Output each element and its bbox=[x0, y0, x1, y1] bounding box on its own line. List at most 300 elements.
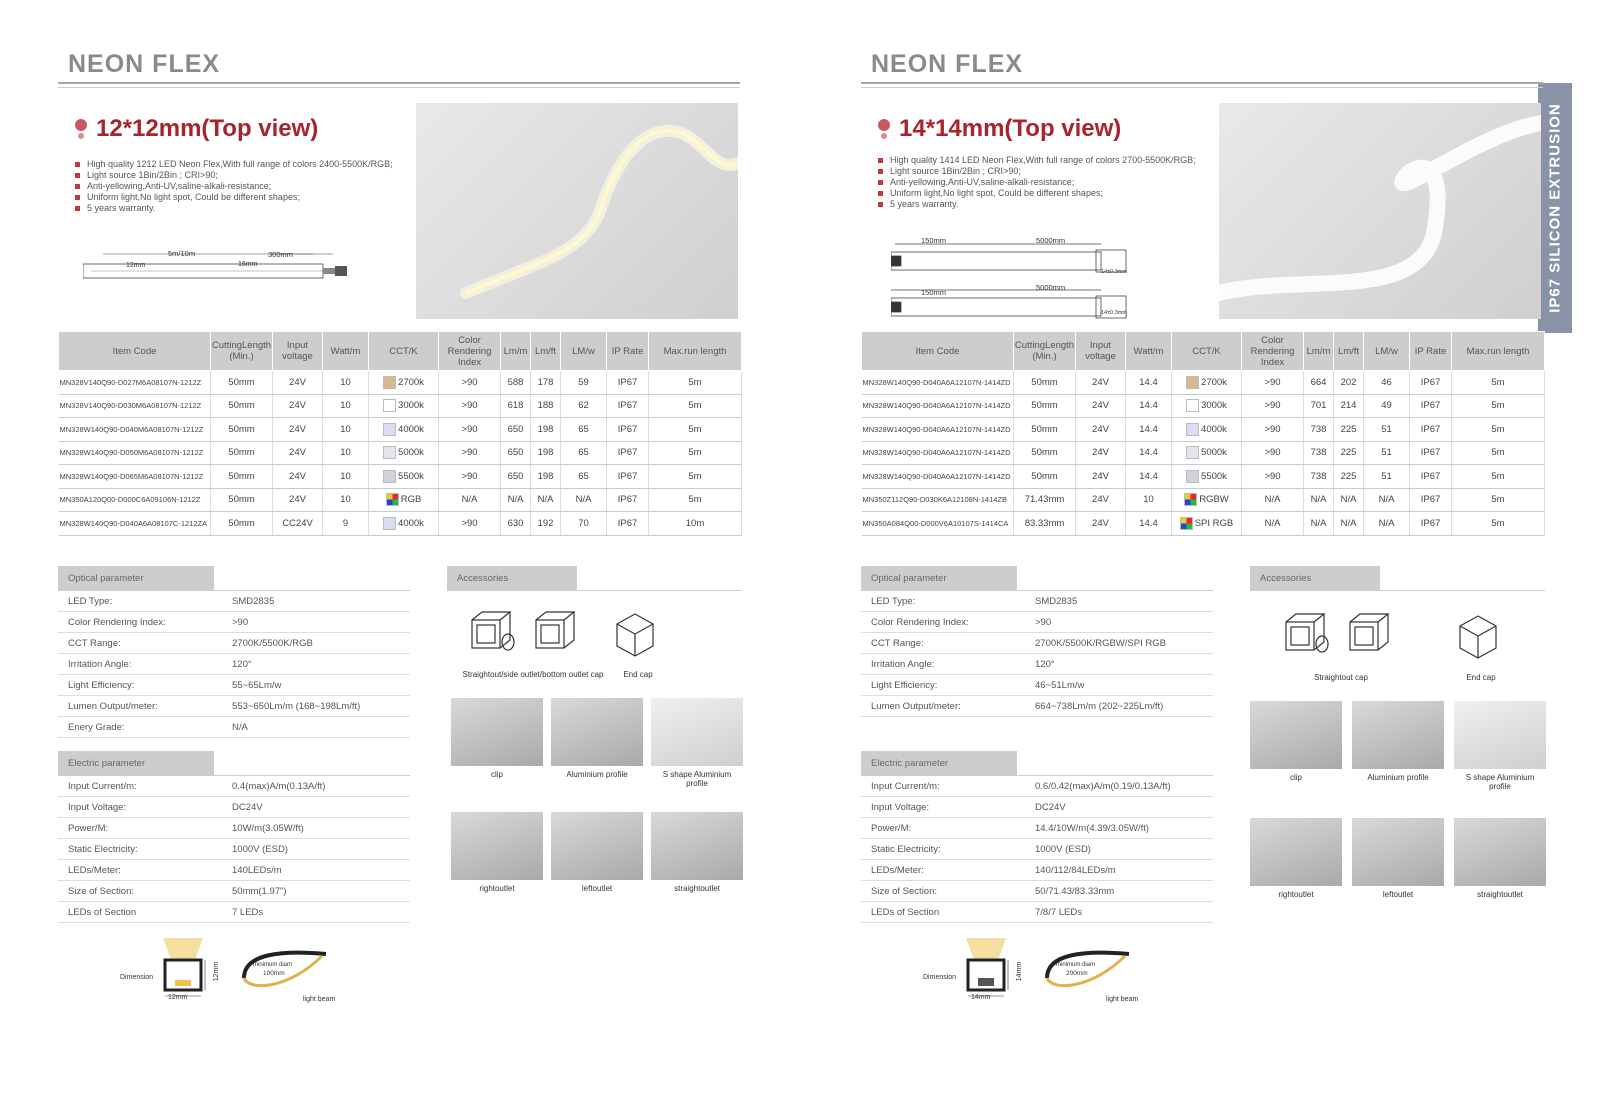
cct-cell bbox=[1172, 441, 1242, 465]
table-row bbox=[59, 488, 742, 512]
table-cell: N/A bbox=[1304, 512, 1334, 536]
table-cell: 10 bbox=[323, 488, 369, 512]
table-cell: 24V bbox=[273, 371, 323, 395]
param-label: LEDs/Meter: bbox=[871, 865, 924, 876]
acc-caption: straightoutlet bbox=[674, 884, 720, 893]
param-label: Static Electricity: bbox=[871, 844, 941, 855]
color-swatch bbox=[383, 399, 396, 412]
table-cell: IP67 bbox=[607, 488, 649, 512]
param-row bbox=[861, 591, 1213, 612]
table-cell: >90 bbox=[439, 465, 501, 489]
table-cell: 10 bbox=[323, 371, 369, 395]
param-row bbox=[58, 881, 410, 902]
item-code-cell: MN328W140Q90-D040A6A12107N-1414ZD bbox=[862, 371, 1014, 395]
accessories-panel bbox=[1250, 566, 1545, 591]
bend-diagram bbox=[1043, 948, 1133, 998]
table-cell: >90 bbox=[1242, 465, 1304, 489]
table-header-cell: Watt/m bbox=[323, 332, 369, 371]
title-bullet bbox=[878, 119, 890, 131]
cct-value: 3000k bbox=[1201, 400, 1227, 412]
straightoutlet-photo bbox=[1454, 818, 1546, 886]
table-row bbox=[862, 418, 1545, 442]
table-cell: 5m bbox=[649, 465, 742, 489]
param-label: LED Type: bbox=[871, 596, 916, 607]
feature-item: 5 years warranty. bbox=[878, 199, 1198, 210]
table-cell: 50mm bbox=[1014, 418, 1076, 442]
table-cell: N/A bbox=[1242, 488, 1304, 512]
leftoutlet-photo bbox=[551, 812, 643, 880]
table-cell: 14.4 bbox=[1126, 512, 1172, 536]
param-row bbox=[861, 860, 1213, 881]
table-cell: IP67 bbox=[1410, 371, 1452, 395]
param-value: SMD2835 bbox=[1035, 596, 1078, 607]
param-value: 7/8/7 LEDs bbox=[1035, 907, 1082, 918]
cct-value: 4000k bbox=[398, 517, 424, 529]
drawing-section: 16mm bbox=[238, 261, 258, 268]
min-diameter-value: 100mm bbox=[263, 970, 285, 977]
drawing-lead: 150mm bbox=[921, 236, 947, 245]
table-row bbox=[862, 465, 1545, 489]
param-row bbox=[58, 591, 410, 612]
table-cell: IP67 bbox=[607, 418, 649, 442]
spec-table bbox=[861, 331, 1545, 536]
param-value: 120° bbox=[1035, 659, 1055, 670]
color-swatch bbox=[383, 423, 396, 436]
table-cell: 24V bbox=[1076, 394, 1126, 418]
color-swatch bbox=[386, 493, 399, 506]
table-cell: 5m bbox=[1452, 371, 1545, 395]
table-header-cell: Lm/m bbox=[1304, 332, 1334, 371]
table-cell: 5m bbox=[649, 418, 742, 442]
aluminium-profile-photo bbox=[1352, 701, 1444, 769]
optical-parameter bbox=[58, 566, 410, 738]
acc-caption: Aluminium profile bbox=[566, 770, 628, 779]
table-cell: 198 bbox=[531, 441, 561, 465]
item-code-cell: MN328W140Q90-D040M6A08107N-1212Z bbox=[59, 418, 211, 442]
table-cell: N/A bbox=[501, 488, 531, 512]
param-label: Size of Section: bbox=[68, 886, 135, 897]
param-label: Color Rendering Index: bbox=[871, 617, 969, 628]
table-row bbox=[59, 394, 742, 418]
page-header: NEON FLEX bbox=[68, 50, 221, 78]
table-cell: 24V bbox=[273, 465, 323, 489]
table-cell: 738 bbox=[1304, 441, 1334, 465]
color-swatch bbox=[1186, 423, 1199, 436]
param-value: 2700K/5500K/RGB bbox=[232, 638, 313, 649]
end-cap-icon bbox=[1456, 612, 1506, 662]
table-cell: N/A bbox=[1334, 512, 1364, 536]
param-row bbox=[58, 818, 410, 839]
table-header-cell: Max.run length bbox=[649, 332, 742, 371]
cct-cell bbox=[1172, 512, 1242, 536]
table-cell: 10 bbox=[1126, 488, 1172, 512]
dimension-height: 12mm bbox=[213, 961, 221, 982]
param-value: 664~738Lm/m (202~225Lm/ft) bbox=[1035, 701, 1164, 712]
straightout-cap-icon bbox=[1284, 612, 1394, 662]
leftoutlet-photo bbox=[1352, 818, 1444, 886]
title-bullet-small bbox=[881, 133, 887, 139]
table-cell: 198 bbox=[531, 418, 561, 442]
rightoutlet-photo bbox=[451, 812, 543, 880]
param-label: Irritation Angle: bbox=[871, 659, 935, 670]
optical-title: Optical parameter bbox=[861, 566, 1017, 590]
product-title: 12*12mm(Top view) bbox=[96, 115, 319, 142]
table-cell: CC24V bbox=[273, 512, 323, 536]
table-cell: 630 bbox=[501, 512, 531, 536]
cct-value: 5500k bbox=[1201, 470, 1227, 482]
param-label: Irritation Angle: bbox=[68, 659, 132, 670]
table-cell: 650 bbox=[501, 418, 531, 442]
param-value: 553~650Lm/m (168~198Lm/ft) bbox=[232, 701, 361, 712]
accessories-panel bbox=[447, 566, 742, 591]
cct-cell bbox=[1172, 394, 1242, 418]
item-code-cell: MN328W140Q90-D040A6A12107N-1414ZD bbox=[862, 418, 1014, 442]
min-diameter-label: minimum diam bbox=[253, 962, 293, 968]
color-swatch bbox=[1186, 376, 1199, 389]
param-label: Lumen Output/meter: bbox=[68, 701, 158, 712]
param-value: 10W/m(3.05W/ft) bbox=[232, 823, 304, 834]
table-cell: 59 bbox=[561, 371, 607, 395]
table-cell: 5m bbox=[1452, 488, 1545, 512]
param-row bbox=[861, 818, 1213, 839]
table-cell: 5m bbox=[649, 371, 742, 395]
header-rule-thin bbox=[861, 87, 1543, 88]
table-cell: 10 bbox=[323, 418, 369, 442]
product-photo bbox=[1219, 103, 1541, 319]
light-beam-label: light beam bbox=[303, 996, 336, 1003]
feature-list bbox=[878, 155, 1198, 210]
item-code-cell: MN328W140Q90-D065M6A08107N-1212Z bbox=[59, 465, 211, 489]
accessories-rule bbox=[1250, 590, 1545, 591]
param-row bbox=[58, 633, 410, 654]
color-swatch bbox=[383, 517, 396, 530]
table-cell: 588 bbox=[501, 371, 531, 395]
table-header-cell: Item Code bbox=[59, 332, 211, 371]
color-swatch bbox=[383, 446, 396, 459]
feature-item: Anti-yellowing,Anti-UV,saline-alkali-resistance; bbox=[75, 181, 395, 192]
header-rule bbox=[58, 82, 740, 84]
s-shape-profile-photo bbox=[1454, 701, 1546, 769]
table-cell: N/A bbox=[1334, 488, 1364, 512]
param-value: 7 LEDs bbox=[232, 907, 264, 918]
electric-parameter bbox=[58, 751, 410, 923]
table-cell: >90 bbox=[1242, 418, 1304, 442]
table-cell: 51 bbox=[1364, 441, 1410, 465]
table-cell: 50mm bbox=[211, 465, 273, 489]
table-cell: 14.4 bbox=[1126, 441, 1172, 465]
acc-caption: End cap bbox=[1466, 673, 1496, 682]
right-page bbox=[861, 0, 1545, 1100]
acc-caption: rightoutlet bbox=[1278, 890, 1314, 899]
color-swatch bbox=[1186, 470, 1199, 483]
table-row bbox=[59, 465, 742, 489]
param-value: 0.4(max)A/m(0.13A/ft) bbox=[232, 781, 326, 792]
acc-caption: leftoutlet bbox=[1382, 890, 1414, 899]
cct-cell bbox=[369, 441, 439, 465]
table-row bbox=[59, 418, 742, 442]
acc-caption: Straightout cap bbox=[1314, 673, 1368, 682]
title-bullet-small bbox=[78, 133, 84, 139]
cct-value: RGBW bbox=[1199, 494, 1229, 506]
strip-drawing bbox=[891, 240, 1131, 320]
table-cell: 5m bbox=[1452, 394, 1545, 418]
param-row bbox=[58, 776, 410, 797]
param-row bbox=[58, 696, 410, 717]
table-cell: 49 bbox=[1364, 394, 1410, 418]
table-cell: 65 bbox=[561, 441, 607, 465]
table-header-cell: IP Rate bbox=[1410, 332, 1452, 371]
feature-item: High quality 1414 LED Neon Flex,With full range of colors 2700-5500K/RGB; bbox=[878, 155, 1198, 166]
cct-value: 2700k bbox=[398, 376, 424, 388]
spec-table bbox=[58, 331, 742, 536]
param-label: Lumen Output/meter: bbox=[871, 701, 961, 712]
table-cell: IP67 bbox=[607, 441, 649, 465]
straightoutlet-photo bbox=[651, 812, 743, 880]
table-header-cell: Lm/m bbox=[501, 332, 531, 371]
table-row bbox=[862, 371, 1545, 395]
table-cell: 50mm bbox=[211, 441, 273, 465]
param-label: Color Rendering Index: bbox=[68, 617, 166, 628]
item-code-cell: MN350A084Q00-D000V6A10107S-1414CA bbox=[862, 512, 1014, 536]
param-label: Input Voltage: bbox=[68, 802, 127, 813]
table-row bbox=[59, 512, 742, 536]
table-header-cell: LM/w bbox=[1364, 332, 1410, 371]
param-row bbox=[861, 696, 1213, 717]
table-cell: N/A bbox=[439, 488, 501, 512]
param-value: >90 bbox=[1035, 617, 1052, 628]
param-value: 1000V (ESD) bbox=[232, 844, 288, 855]
param-row bbox=[861, 839, 1213, 860]
table-cell: 83.33mm bbox=[1014, 512, 1076, 536]
table-cell: 50mm bbox=[1014, 441, 1076, 465]
table-cell: 65 bbox=[561, 465, 607, 489]
electric-title: Electric parameter bbox=[58, 751, 214, 775]
cct-value: 5000k bbox=[1201, 447, 1227, 459]
table-cell: 14.4 bbox=[1126, 465, 1172, 489]
bend-diagram bbox=[240, 948, 330, 998]
param-label: Power/M: bbox=[871, 823, 912, 834]
accessories-rule bbox=[447, 590, 742, 591]
color-swatch bbox=[1180, 517, 1193, 530]
table-cell: IP67 bbox=[607, 371, 649, 395]
table-cell: 50mm bbox=[211, 488, 273, 512]
table-cell: 5m bbox=[649, 394, 742, 418]
table-cell: 50mm bbox=[211, 418, 273, 442]
table-cell: >90 bbox=[439, 394, 501, 418]
table-row bbox=[862, 488, 1545, 512]
cct-cell bbox=[369, 488, 439, 512]
cross-section-diagram bbox=[956, 938, 1016, 1000]
acc-caption: rightoutlet bbox=[479, 884, 515, 893]
table-cell: 24V bbox=[1076, 418, 1126, 442]
s-shape-profile-photo bbox=[651, 698, 743, 766]
cct-value: 3000k bbox=[398, 400, 424, 412]
electric-title: Electric parameter bbox=[861, 751, 1017, 775]
optical-title: Optical parameter bbox=[58, 566, 214, 590]
param-label: LED Type: bbox=[68, 596, 113, 607]
table-cell: 701 bbox=[1304, 394, 1334, 418]
cct-cell bbox=[369, 394, 439, 418]
table-cell: 188 bbox=[531, 394, 561, 418]
param-row bbox=[861, 881, 1213, 902]
param-label: CCT Range: bbox=[871, 638, 924, 649]
param-label: Light Efficiency: bbox=[871, 680, 938, 691]
cct-value: RGB bbox=[400, 494, 422, 506]
acc-caption: S shape Aluminium profile bbox=[1465, 773, 1535, 791]
electric-parameter bbox=[861, 751, 1213, 923]
param-value: 120° bbox=[232, 659, 252, 670]
table-header-cell: Input voltage bbox=[273, 332, 323, 371]
table-cell: 198 bbox=[531, 465, 561, 489]
param-row bbox=[861, 776, 1213, 797]
cross-section-diagram bbox=[153, 938, 213, 1000]
table-cell: 225 bbox=[1334, 465, 1364, 489]
acc-caption: leftoutlet bbox=[581, 884, 613, 893]
cct-cell bbox=[369, 371, 439, 395]
param-value: 140/112/84LEDs/m bbox=[1035, 865, 1116, 876]
table-cell: 46 bbox=[1364, 371, 1410, 395]
drawing-width: 12mm bbox=[126, 262, 146, 269]
table-header-cell: CuttingLength (Min.) bbox=[1014, 332, 1076, 371]
param-row bbox=[861, 902, 1213, 923]
table-cell: N/A bbox=[561, 488, 607, 512]
table-header-row bbox=[59, 332, 742, 371]
param-label: Static Electricity: bbox=[68, 844, 138, 855]
table-cell: 225 bbox=[1334, 441, 1364, 465]
drawing-lead: 300mm bbox=[268, 250, 294, 259]
table-cell: 202 bbox=[1334, 371, 1364, 395]
param-value: 0.6/0.42(max)A/m(0.19/0.13A/ft) bbox=[1035, 781, 1171, 792]
table-cell: IP67 bbox=[1410, 441, 1452, 465]
table-header-cell: CCT/K bbox=[369, 332, 439, 371]
drawing-length: 5m/10m bbox=[168, 249, 196, 258]
cct-cell bbox=[1172, 371, 1242, 395]
param-value: 14.4/10W/m(4.39/3.05W/ft) bbox=[1035, 823, 1150, 834]
cct-cell bbox=[1172, 465, 1242, 489]
param-label: Size of Section: bbox=[871, 886, 938, 897]
drawing-length: 5000mm bbox=[1036, 236, 1066, 245]
param-row bbox=[58, 612, 410, 633]
color-swatch bbox=[1186, 399, 1199, 412]
table-cell: IP67 bbox=[1410, 488, 1452, 512]
feature-item: High quality 1212 LED Neon Flex,With full range of colors 2400-5500K/RGB; bbox=[75, 159, 395, 170]
table-header-cell: Lm/ft bbox=[1334, 332, 1364, 371]
table-cell: IP67 bbox=[607, 394, 649, 418]
color-swatch bbox=[383, 470, 396, 483]
table-cell: 10 bbox=[323, 441, 369, 465]
param-row bbox=[861, 633, 1213, 654]
table-cell: IP67 bbox=[1410, 512, 1452, 536]
param-label: Input Current/m: bbox=[68, 781, 137, 792]
param-row bbox=[58, 860, 410, 881]
table-cell: 50mm bbox=[211, 371, 273, 395]
table-cell: 5m bbox=[1452, 465, 1545, 489]
table-cell: 5m bbox=[1452, 441, 1545, 465]
param-value: DC24V bbox=[232, 802, 263, 813]
page-header: NEON FLEX bbox=[871, 50, 1024, 78]
table-cell: >90 bbox=[439, 371, 501, 395]
clip-photo bbox=[1250, 701, 1342, 769]
table-cell: IP67 bbox=[1410, 465, 1452, 489]
table-cell: >90 bbox=[1242, 441, 1304, 465]
drawing-lead: 150mm bbox=[921, 288, 947, 297]
acc-caption: End cap bbox=[623, 670, 653, 679]
table-cell: 24V bbox=[1076, 371, 1126, 395]
cct-value: 2700k bbox=[1201, 376, 1227, 388]
table-cell: 50mm bbox=[1014, 371, 1076, 395]
header-rule-thin bbox=[58, 87, 740, 88]
aluminium-profile-photo bbox=[551, 698, 643, 766]
item-code-cell: MN328W140Q90-D040A6A12107N-1414ZD bbox=[862, 394, 1014, 418]
param-row bbox=[861, 612, 1213, 633]
table-cell: >90 bbox=[439, 512, 501, 536]
table-cell: 50mm bbox=[1014, 394, 1076, 418]
table-header-cell: LM/w bbox=[561, 332, 607, 371]
table-cell: 5m bbox=[1452, 512, 1545, 536]
table-header-cell: Max.run length bbox=[1452, 332, 1545, 371]
table-cell: >90 bbox=[439, 418, 501, 442]
title-bullet bbox=[75, 119, 87, 131]
table-row bbox=[59, 371, 742, 395]
param-value: 50/71.43/83.33mm bbox=[1035, 886, 1115, 897]
table-cell: 214 bbox=[1334, 394, 1364, 418]
item-code-cell: MN328V140Q90-D030M6A08107N-1212Z bbox=[59, 394, 211, 418]
param-label: Input Current/m: bbox=[871, 781, 940, 792]
table-cell: 24V bbox=[273, 488, 323, 512]
table-cell: N/A bbox=[1242, 512, 1304, 536]
side-tab-label: IP67 SILICON EXTRUSION bbox=[1546, 103, 1564, 313]
cct-value: 4000k bbox=[398, 423, 424, 435]
table-header-cell: Input voltage bbox=[1076, 332, 1126, 371]
param-label: LEDs of Section bbox=[871, 907, 940, 918]
table-cell: 65 bbox=[561, 418, 607, 442]
feature-item: Light source 1Bin/2Bin ; CRI>90; bbox=[75, 170, 395, 181]
dimension-label: Dimension bbox=[923, 974, 957, 981]
dimension-width: 14mm bbox=[971, 994, 991, 1001]
table-cell: 50mm bbox=[1014, 465, 1076, 489]
param-value: DC24V bbox=[1035, 802, 1066, 813]
param-row bbox=[861, 675, 1213, 696]
cct-value: 4000k bbox=[1201, 423, 1227, 435]
min-diameter-label: minimum diam bbox=[1056, 962, 1096, 968]
item-code-cell: MN350A120Q00-D000C6A09106N-1212Z bbox=[59, 488, 211, 512]
color-swatch bbox=[1184, 493, 1197, 506]
table-cell: 618 bbox=[501, 394, 531, 418]
param-row bbox=[58, 675, 410, 696]
table-cell: >90 bbox=[1242, 394, 1304, 418]
table-cell: >90 bbox=[1242, 371, 1304, 395]
param-label: Enery Grade: bbox=[68, 722, 125, 733]
color-swatch bbox=[1186, 446, 1199, 459]
table-cell: 24V bbox=[273, 418, 323, 442]
table-cell: N/A bbox=[1304, 488, 1334, 512]
table-cell: 178 bbox=[531, 371, 561, 395]
table-cell: IP67 bbox=[607, 465, 649, 489]
table-cell: 62 bbox=[561, 394, 607, 418]
table-header-cell: CCT/K bbox=[1172, 332, 1242, 371]
cct-cell bbox=[1172, 488, 1242, 512]
table-cell: 14.4 bbox=[1126, 394, 1172, 418]
param-value: 1000V (ESD) bbox=[1035, 844, 1091, 855]
table-cell: 9 bbox=[323, 512, 369, 536]
end-cap-icon bbox=[613, 610, 663, 660]
rightoutlet-photo bbox=[1250, 818, 1342, 886]
table-row bbox=[862, 394, 1545, 418]
table-cell: 738 bbox=[1304, 465, 1334, 489]
param-label: Power/M: bbox=[68, 823, 109, 834]
acc-caption: Aluminium profile bbox=[1367, 773, 1429, 782]
table-header-cell: Item Code bbox=[862, 332, 1014, 371]
